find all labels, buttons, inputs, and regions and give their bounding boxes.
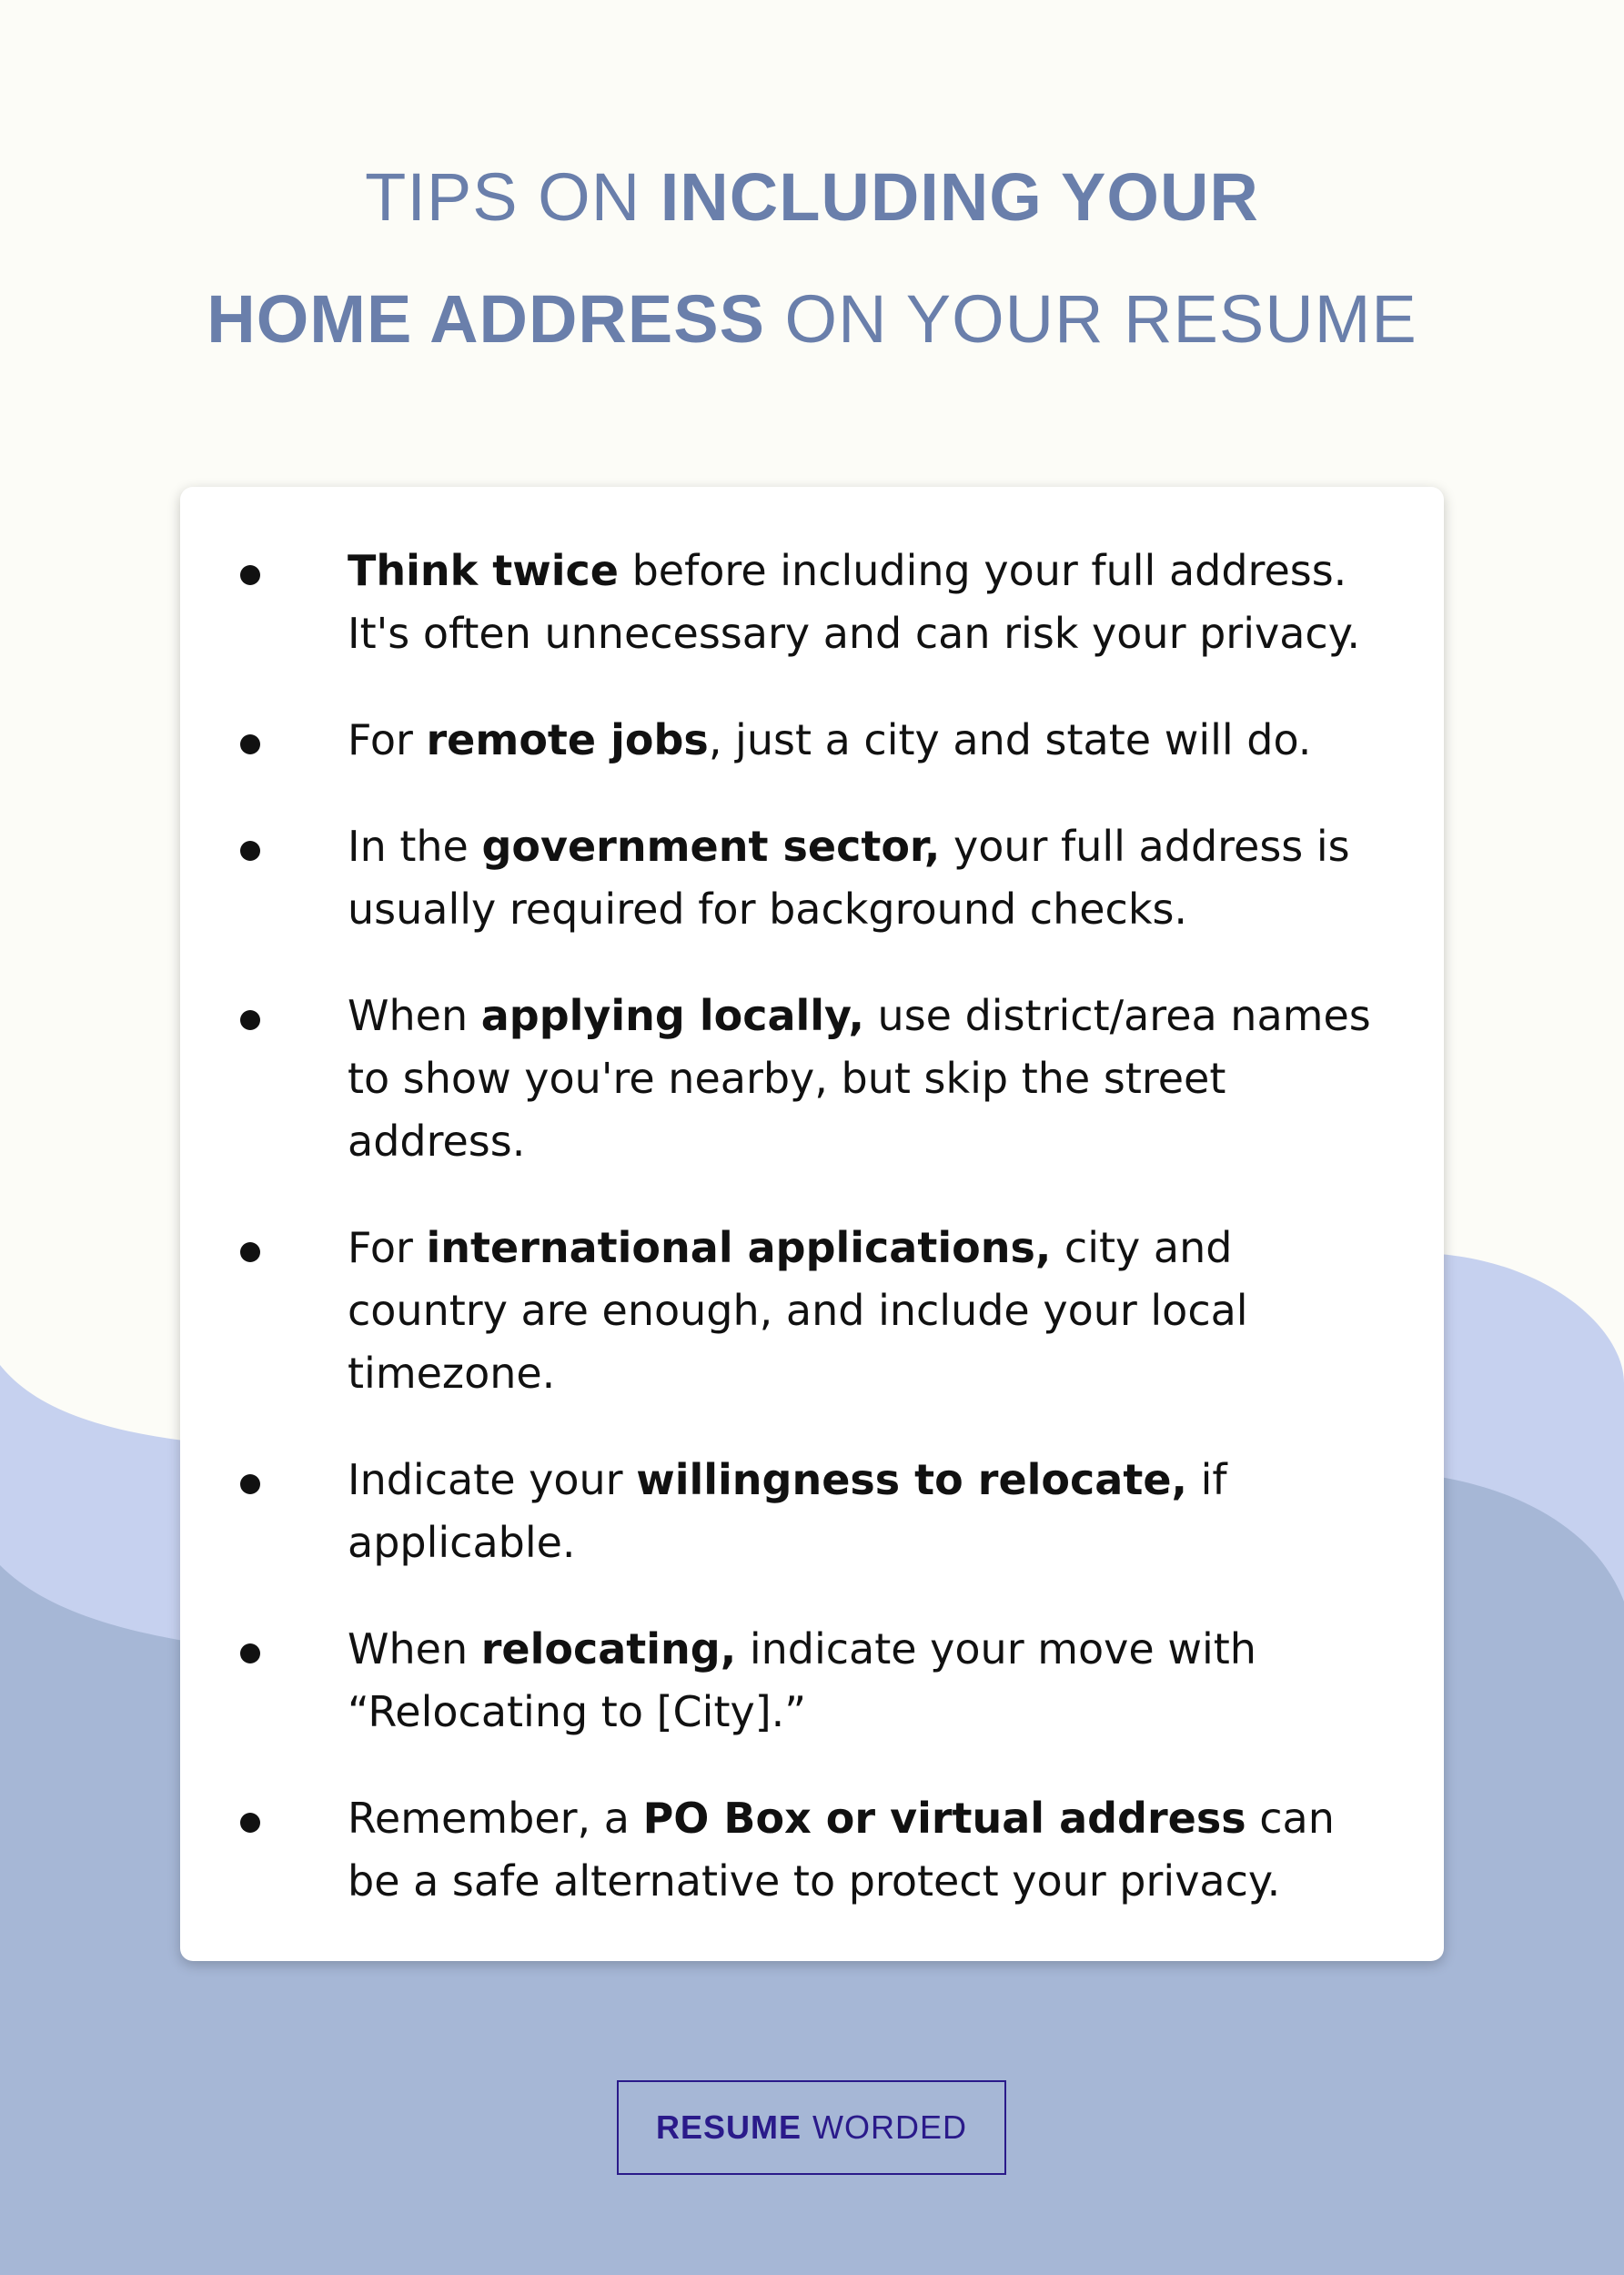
tip-bold: willingness to relocate, (636, 1455, 1187, 1504)
bullet-icon (240, 1474, 260, 1494)
tip-post: your full address is usually required for background checks. (348, 822, 1350, 934)
title-line-1-light: TIPS ON (365, 159, 661, 235)
brand-logo-bold: RESUME (655, 2108, 802, 2146)
title-line-2-light: ON YOUR RESUME (764, 281, 1417, 357)
title-line-1 (0, 136, 1624, 258)
tip-item (180, 1217, 1444, 1405)
tip-pre: Indicate your (348, 1455, 637, 1504)
tip-post: if applicable. (348, 1455, 1227, 1567)
tip-post: use district/area names to show you're nearby, but skip the street address. (348, 991, 1371, 1166)
tip-item (180, 540, 1444, 665)
tip-bold: government sector, (481, 822, 941, 871)
tip-pre: When (348, 1624, 481, 1673)
bullet-icon (240, 1813, 260, 1833)
brand-logo-light: WORDED (812, 2108, 968, 2146)
bullet-icon (240, 734, 260, 754)
tips-list (180, 540, 1444, 1956)
title-line-1-bold: INCLUDING YOUR (660, 159, 1259, 235)
tip-item (180, 815, 1444, 941)
bullet-icon (240, 1010, 260, 1030)
tip-bold: applying locally, (480, 991, 864, 1040)
tip-post: city and country are enough, and include your local timezone. (348, 1223, 1248, 1398)
tip-pre: In the (348, 822, 482, 871)
tip-pre: When (348, 991, 481, 1040)
tip-item (180, 709, 1444, 772)
tip-item (180, 1787, 1444, 1913)
title-line-2-bold: HOME ADDRESS (207, 281, 765, 357)
tip-post: , just a city and state will do. (708, 715, 1312, 764)
title-line-2 (0, 258, 1624, 380)
tip-bold: PO Box or virtual address (642, 1794, 1246, 1843)
brand-logo (617, 2080, 1006, 2175)
tip-bold: remote jobs (426, 715, 709, 764)
tip-item (180, 1449, 1444, 1574)
bullet-icon (240, 1643, 260, 1663)
tips-card (180, 487, 1444, 1961)
page-title (0, 136, 1624, 380)
tip-item (180, 985, 1444, 1173)
tip-post: before including your full address. It's often unnecessary and can risk your privacy. (348, 546, 1360, 658)
tip-item (180, 1618, 1444, 1744)
tip-pre: Remember, a (348, 1794, 643, 1843)
tip-pre: For (348, 715, 427, 764)
bullet-icon (240, 841, 260, 861)
bullet-icon (240, 1242, 260, 1262)
tip-bold: relocating, (480, 1624, 737, 1673)
tip-post: can be a safe alternative to protect your privacy. (348, 1794, 1335, 1906)
tip-post: indicate your move with “Relocating to [City].” (348, 1624, 1256, 1736)
tip-pre: For (348, 1223, 427, 1272)
tip-bold: international applications, (426, 1223, 1052, 1272)
tip-bold: Think twice (348, 546, 619, 595)
bullet-icon (240, 565, 260, 585)
